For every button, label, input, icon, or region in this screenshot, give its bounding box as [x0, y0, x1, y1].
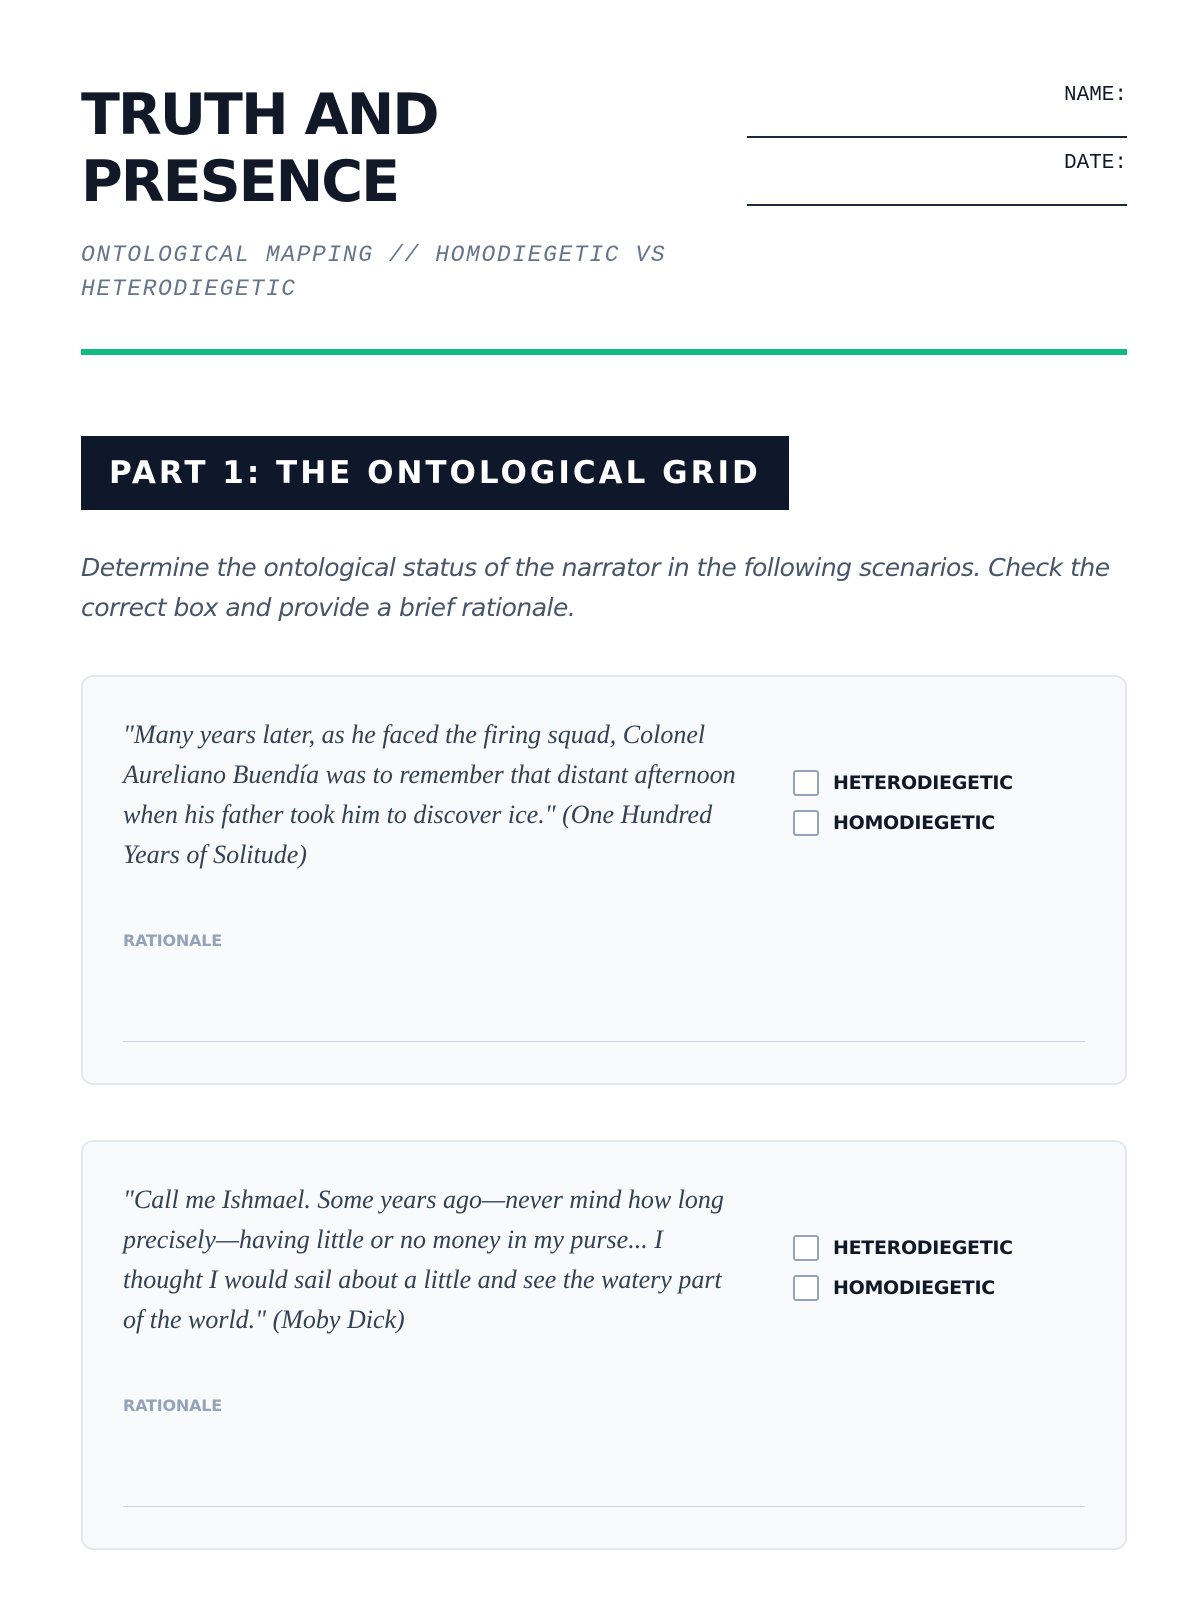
page-subtitle: ONTOLOGICAL MAPPING // HOMODIEGETIC VS HETERODIEGETIC — [81, 242, 667, 302]
student-info-fields — [747, 82, 1127, 218]
rationale-answer-line-2[interactable] — [123, 1506, 1085, 1507]
rationale-label-2: RATIONALE — [123, 1396, 223, 1415]
homodiegetic-checkbox-2[interactable] — [793, 1275, 819, 1301]
homodiegetic-checkbox-1[interactable] — [793, 810, 819, 836]
scenario-card-2 — [81, 1140, 1127, 1550]
name-label: NAME: — [1063, 84, 1127, 107]
homodiegetic-option-1[interactable] — [793, 803, 1013, 843]
heterodiegetic-checkbox-2[interactable] — [793, 1235, 819, 1261]
scenario-quote-1: "Many years later, as he faced the firing squad, Colonel Aureliano Buendía was to remember that distant afternoon when his father took him to discover ice." (One Hundred Years of Solitude) — [123, 720, 736, 869]
scenario-quote-2: "Call me Ishmael. Some years ago—never mind how long precisely—having little or no money in my purse... I thought I would sail about a little and see the watery part of the world." (Moby Dick) — [123, 1185, 724, 1334]
name-field[interactable] — [747, 82, 1127, 138]
homodiegetic-option-2[interactable] — [793, 1268, 1013, 1308]
heterodiegetic-option-2[interactable] — [793, 1228, 1013, 1268]
heterodiegetic-label-1: HETERODIEGETIC — [833, 772, 1013, 794]
part-1-banner: PART 1: THE ONTOLOGICAL GRID — [81, 436, 789, 510]
worksheet-page — [81, 0, 1127, 1600]
rationale-label-1: RATIONALE — [123, 931, 223, 950]
heterodiegetic-option-1[interactable] — [793, 763, 1013, 803]
scenario-options-1 — [793, 763, 1013, 843]
homodiegetic-label-2: HOMODIEGETIC — [833, 1277, 995, 1299]
rationale-answer-line-1[interactable] — [123, 1041, 1085, 1042]
heterodiegetic-checkbox-1[interactable] — [793, 770, 819, 796]
header-divider — [81, 349, 1127, 355]
part-1-instructions: Determine the ontological status of the narrator in the following scenarios. Check the correct box and provide a brief rationale. — [81, 553, 1110, 622]
scenario-card-1 — [81, 675, 1127, 1085]
heterodiegetic-label-2: HETERODIEGETIC — [833, 1237, 1013, 1259]
date-label: DATE: — [1063, 152, 1127, 175]
worksheet-header — [81, 82, 1127, 302]
scenario-options-2 — [793, 1228, 1013, 1308]
page-title-line-1: TRUTH AND — [81, 82, 438, 148]
date-field[interactable] — [747, 150, 1127, 206]
title-block — [81, 82, 721, 306]
homodiegetic-label-1: HOMODIEGETIC — [833, 812, 995, 834]
page-title — [81, 82, 721, 216]
page-title-line-2: PRESENCE — [81, 149, 399, 215]
